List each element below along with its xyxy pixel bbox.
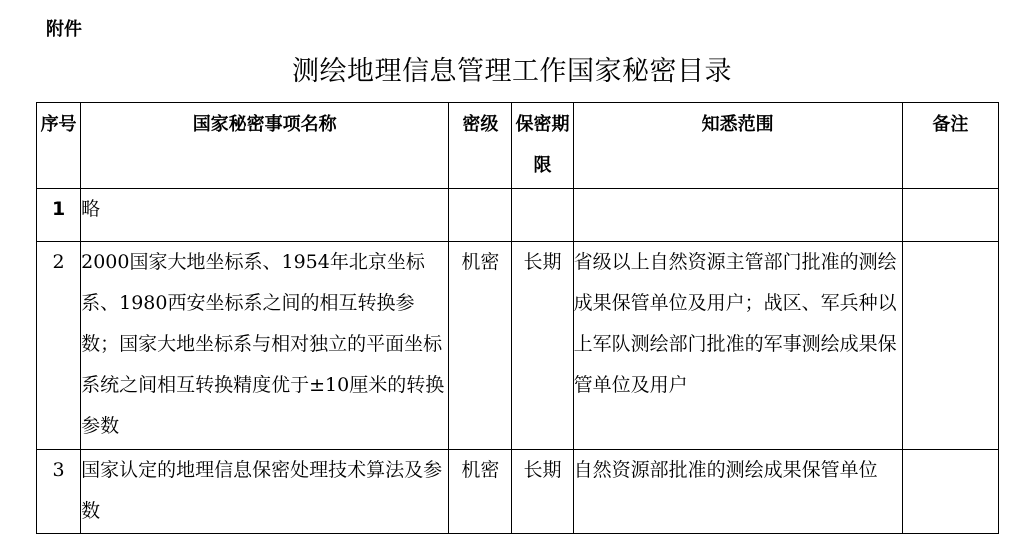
row-scope	[573, 189, 902, 242]
row-note	[902, 242, 998, 450]
row-note	[902, 189, 998, 242]
header-name: 国家秘密事项名称	[81, 103, 449, 189]
row-no: 3	[37, 450, 81, 534]
header-note: 备注	[902, 103, 998, 189]
attachment-label: 附件	[46, 19, 82, 40]
row-note	[902, 450, 998, 534]
row-level: 机密	[449, 242, 512, 450]
row-level: 机密	[449, 450, 512, 534]
document-title: 测绘地理信息管理工作国家秘密目录	[292, 56, 732, 87]
row-period: 长期	[512, 242, 573, 450]
row-scope: 省级以上自然资源主管部门批准的测绘成果保管单位及用户；战区、军兵种以上军队测绘部门批准的军事测绘成果保管单位及用户	[573, 242, 902, 450]
row-level	[449, 189, 512, 242]
secret-catalog-table	[36, 102, 999, 534]
row-no: 1	[37, 189, 81, 242]
header-period: 保密期限	[512, 103, 573, 189]
table-row	[37, 189, 999, 242]
header-no: 序号	[37, 103, 81, 189]
row-period	[512, 189, 573, 242]
table-row	[37, 450, 999, 534]
row-name: 略	[81, 189, 449, 242]
row-no: 2	[37, 242, 81, 450]
row-period: 长期	[512, 450, 573, 534]
header-level: 密级	[449, 103, 512, 189]
row-scope: 自然资源部批准的测绘成果保管单位	[573, 450, 902, 534]
header-scope: 知悉范围	[573, 103, 902, 189]
table-header-row	[37, 103, 999, 189]
table-row	[37, 242, 999, 450]
row-name: 2000国家大地坐标系、1954年北京坐标系、1980西安坐标系之间的相互转换参数；国家大地坐标系与相对独立的平面坐标系统之间相互转换精度优于±10厘米的转换参数	[81, 242, 449, 450]
row-name: 国家认定的地理信息保密处理技术算法及参数	[81, 450, 449, 534]
